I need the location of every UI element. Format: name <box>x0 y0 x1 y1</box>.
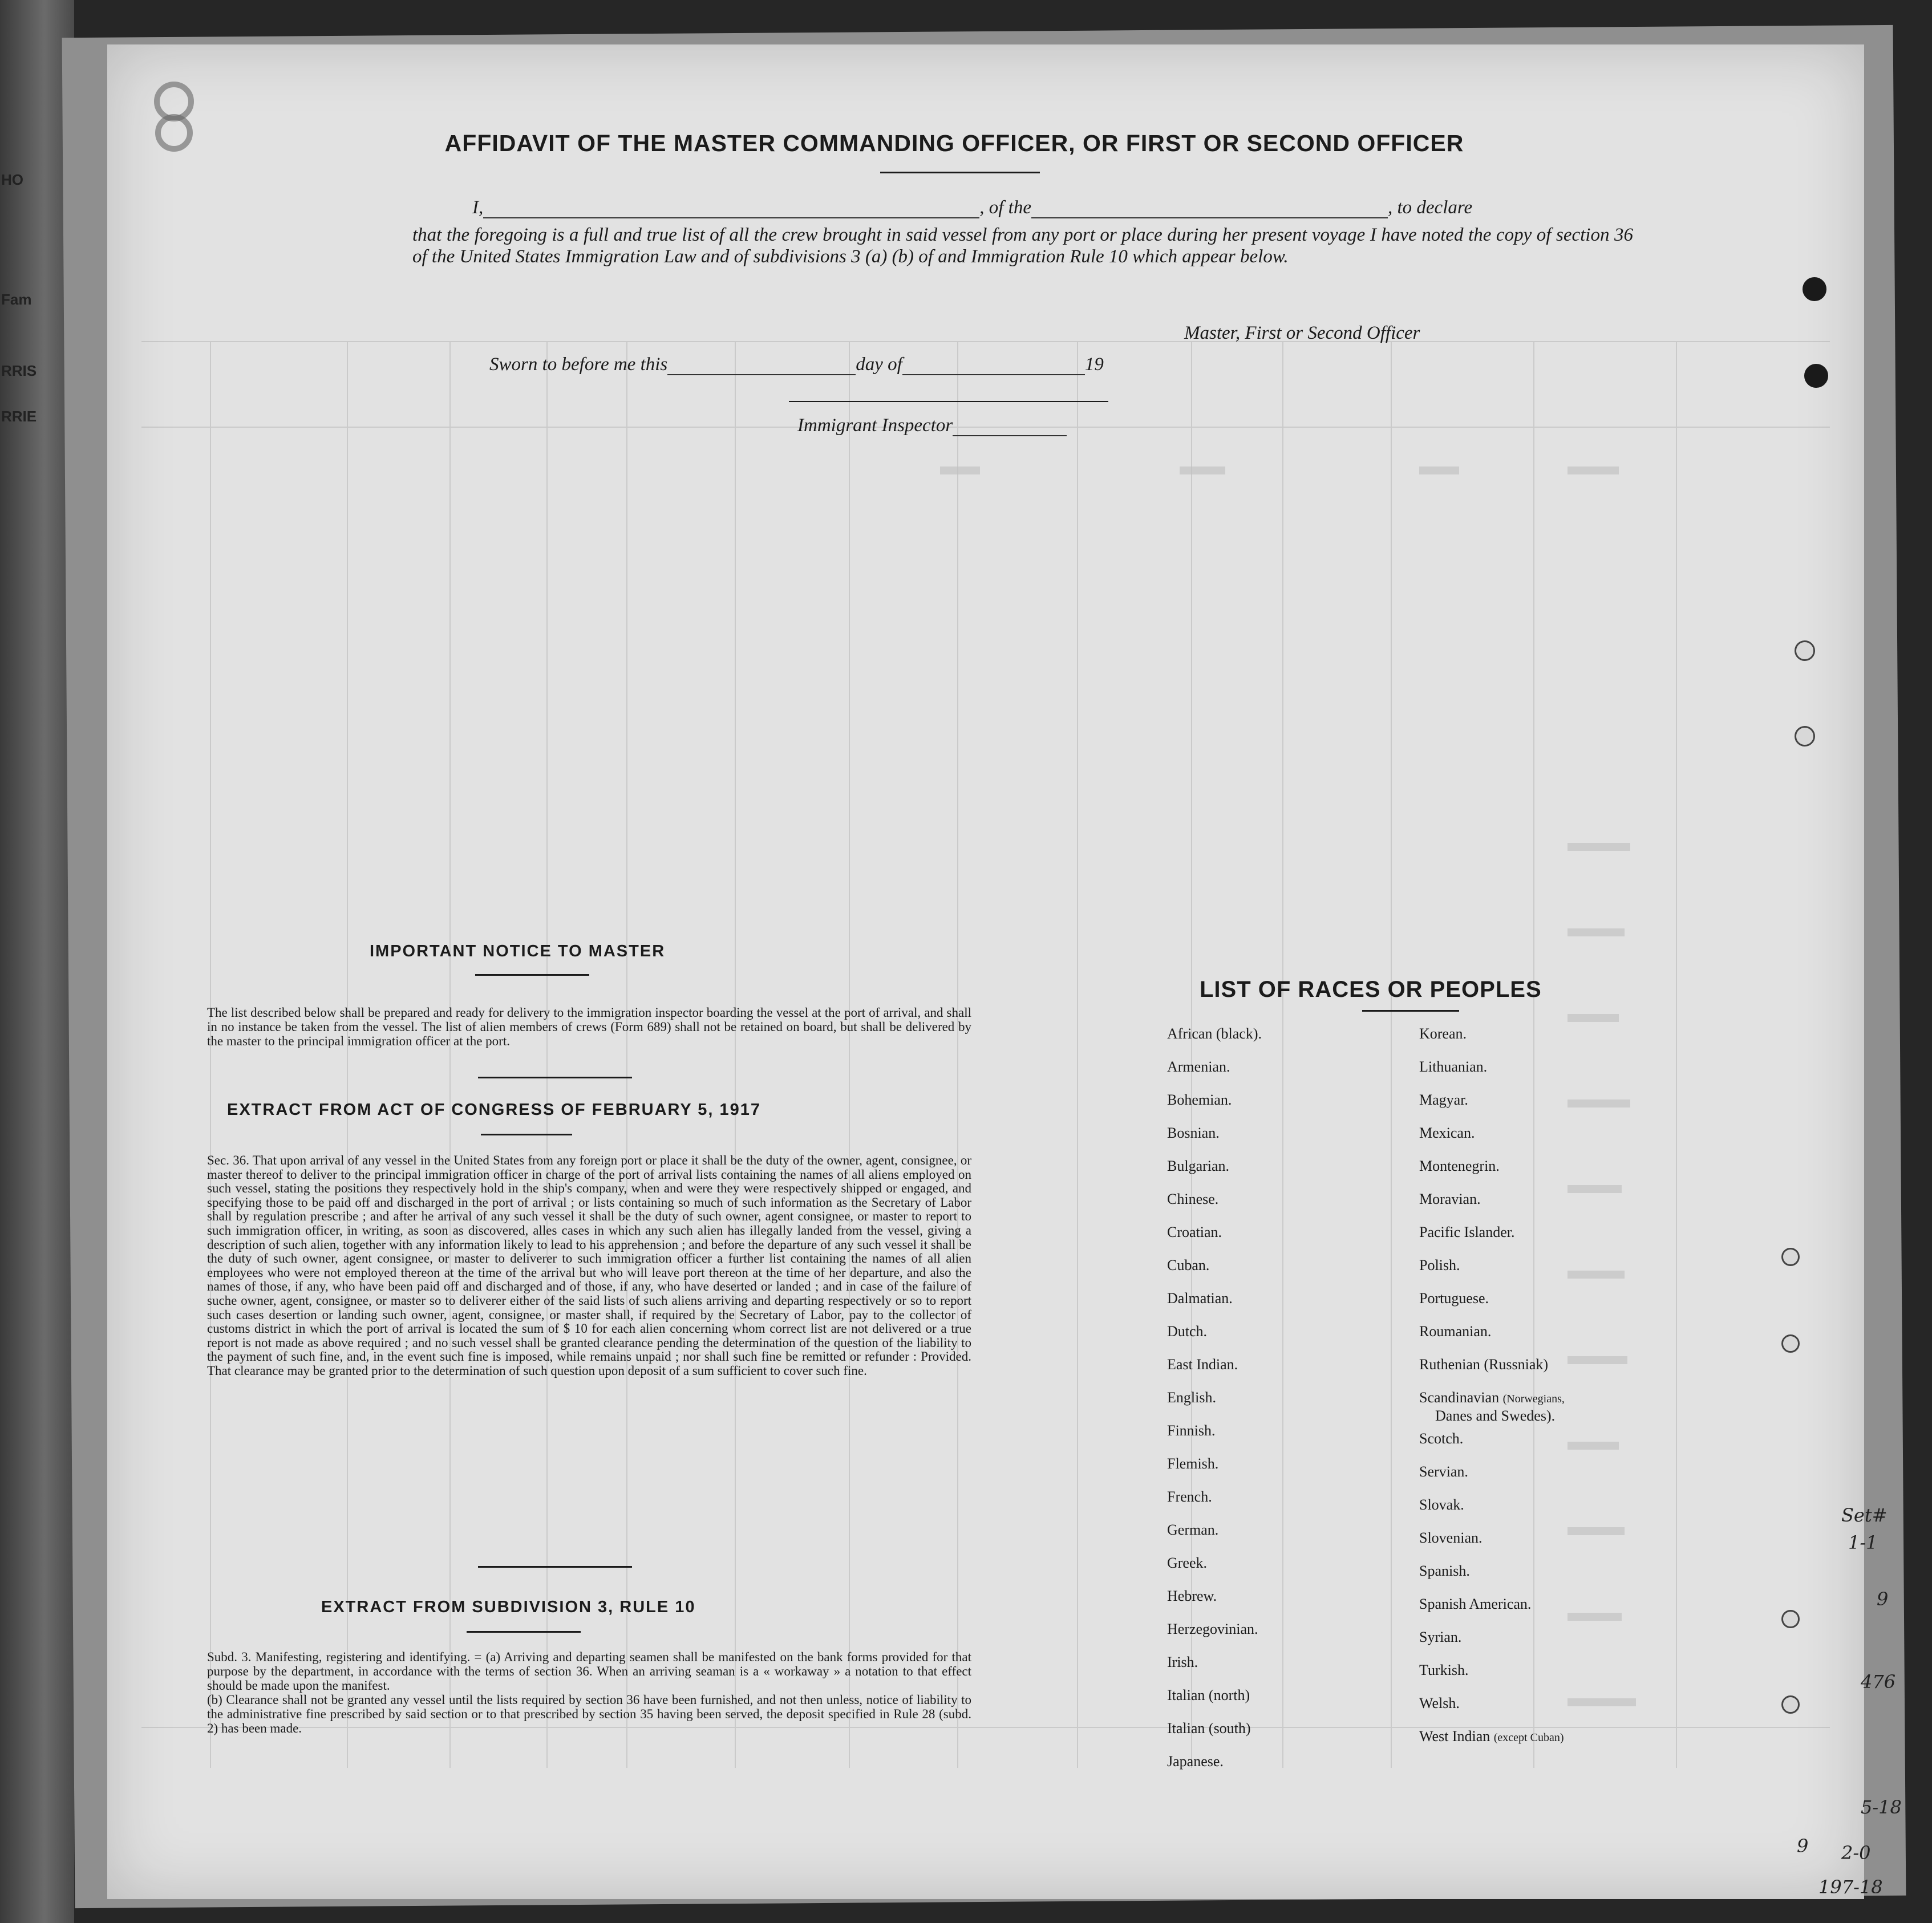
race-item: Mexican. <box>1419 1125 1475 1141</box>
race-item: Pacific Islander. <box>1419 1224 1515 1240</box>
sworn-day-blank <box>667 374 856 375</box>
of-the-label: , of the <box>979 197 1031 218</box>
month-blank <box>902 374 1085 375</box>
race-item: Portuguese. <box>1419 1290 1489 1307</box>
race-item: Chinese. <box>1167 1191 1219 1207</box>
race-item: Hebrew. <box>1167 1588 1217 1604</box>
race-item: Ruthenian (Russniak) <box>1419 1356 1549 1373</box>
notice-title: IMPORTANT NOTICE TO MASTER <box>370 942 666 960</box>
binder-hole <box>1804 364 1828 388</box>
act-end-rule <box>478 1566 632 1568</box>
race-item: Japanese. <box>1167 1753 1224 1770</box>
race-item: Slovak. <box>1419 1496 1464 1513</box>
races-rule <box>1362 1010 1459 1012</box>
races-list-left <box>1167 1025 1262 1786</box>
affidavit-declaration-line <box>472 197 1472 218</box>
binder-hole <box>1781 1248 1800 1266</box>
act-extract-title: EXTRACT FROM ACT OF CONGRESS OF FEBRUARY 5, 1917 <box>227 1101 762 1119</box>
margin-mark: Fam <box>1 291 32 308</box>
race-note: (except Cuban) <box>1493 1731 1564 1744</box>
race-item: Italian (north) <box>1167 1687 1250 1703</box>
race-name: Scandinavian <box>1419 1389 1500 1406</box>
race-note: (Norwegians, <box>1502 1393 1565 1405</box>
notice-rule <box>475 974 589 976</box>
title-rule <box>880 172 1040 173</box>
handwritten-note: 197-18 <box>1818 1876 1883 1898</box>
race-item-scandinavian <box>1419 1389 1565 1430</box>
race-item: Scotch. <box>1419 1430 1464 1447</box>
race-item: Greek. <box>1167 1555 1208 1571</box>
race-item: Syrian. <box>1419 1629 1462 1645</box>
races-title: LIST OF RACES OR PEOPLES <box>1200 977 1542 1002</box>
race-item: Montenegrin. <box>1419 1158 1500 1174</box>
name-blank <box>483 217 979 218</box>
race-item: Herzegovinian. <box>1167 1621 1258 1637</box>
race-item: Slovenian. <box>1419 1530 1483 1546</box>
act-rule <box>481 1134 572 1135</box>
races-list-right <box>1419 1025 1565 1761</box>
left-margin-strip <box>0 0 74 1923</box>
race-item: Flemish. <box>1167 1455 1219 1472</box>
affidavit-title: AFFIDAVIT OF THE MASTER COMMANDING OFFICER, OR FIRST OR SECOND OFFICER <box>444 130 1464 156</box>
notice-text: The list described below shall be prepared and ready for delivery to the immigration inspector boarding the vessel at the port of arrival, and shall in no instance be taken from the vessel. The list of alien members of crews (Form 689) shall not be retained on board, but shall be delivered by the master to the principal immigration officer at the port. <box>207 1005 971 1048</box>
handwritten-note: 9 <box>1797 1835 1809 1857</box>
sworn-label: Sworn to before me this <box>489 354 668 375</box>
race-item: East Indian. <box>1167 1356 1238 1373</box>
binder-hole <box>1795 640 1815 661</box>
rule-extract-text <box>207 1650 971 1735</box>
inspector-blank <box>953 435 1067 436</box>
rule-rule <box>467 1631 581 1633</box>
race-item: Turkish. <box>1419 1662 1469 1678</box>
race-item: Bulgarian. <box>1167 1158 1230 1174</box>
race-item: Polish. <box>1419 1257 1460 1273</box>
sworn-line <box>489 354 1104 375</box>
race-item: Croatian. <box>1167 1224 1222 1240</box>
binder-hole <box>1795 726 1815 747</box>
notice-end-rule <box>478 1077 632 1078</box>
year-label: 19 <box>1084 354 1104 375</box>
race-item: Finnish. <box>1167 1422 1216 1439</box>
handwritten-note: 9 <box>1877 1588 1889 1610</box>
i-label: I, <box>472 197 484 218</box>
rule-subdivision-b: (b) Clearance shall not be granted any vessel until the lists required by section 36 have been furnished, and not then unless, notice of liability to the administrative fine prescribed by said section or to that prescribed by section 35 having been served, the deposit specified in Rule 28 (subd. 2) has been made. <box>207 1693 971 1735</box>
race-item: Roumanian. <box>1419 1323 1492 1340</box>
race-item: Welsh. <box>1419 1695 1460 1711</box>
race-item: Servian. <box>1419 1463 1468 1480</box>
race-item: Bohemian. <box>1167 1092 1232 1108</box>
race-item: Cuban. <box>1167 1257 1210 1273</box>
inspector-label: Immigrant Inspector <box>797 415 953 436</box>
margin-mark: HO <box>1 171 23 188</box>
binder-hole <box>1781 1695 1800 1714</box>
document-page <box>107 44 1864 1899</box>
act-extract-text: Sec. 36. That upon arrival of any vessel in the United States from any foreign port or place it shall be the duty of the owner, agent, consignee, or master thereof to deliver to the principal immigration officer in charge of the port of arrival lists containing the names of all aliens employed on such vessel, stating the positions they respectively hold in the ship's company, when and were they were respectively shipped or engaged, and specifying those to be paid off and discharged in the port of arrival ; or lists containing so much of such information as the Secretary of Labor shall by regulation prescribe ; and after he arrival of any such vessel it shall be the duty of such owner, agent consignee, or master to report to such immigration officer, in writing, as soon as discovered, alles cases in which any such alien has illegally landed from the vessel, giving a description of such alien, together with any information likely to lead to his apprehension ; and before the departure of any such vessel it shall be the duty of such owner, agent consignee, or master to deliverer to such immigration officer a further list containing the names of all alien employees who were not employed thereon at the time of the arrival but who will leave port thereon at the time of her departure, and also the names of those, if any, who have been paid off and discharged and of those, if any, who have deserted or landed ; and in case of the failure of suche owner, agent, consignee, or master so to deliverer either of the said lists of such aliens arriving and departing respectively or so to report such cases desertion or landing such owner, agent, consignee, or master shall, if required by the Secretary of Labor, pay to the collector of customs district in which the port of arrival is located the sum of $ 10 for each alien concerning whom correct list are not delivered or a true report is not made as above required ; and no such vessel shall be granted clearance pending the determination of the question of the liability to the payment of such fine, and, in the event such fine is imposed, while remains unpaid ; nor shall such fine be remitted or refunder : Provided. That clearance may be granted prior to the determination of such question upon deposit of a sum sufficient to cover such fine. <box>207 1153 971 1378</box>
rule-subdivision-a: Subd. 3. Manifesting, registering and identifying. = (a) Arriving and departing seamen shall be manifested on the bank forms provided for that purpose by the department, in accordance with the terms of section 36. When an arriving seaman is a « workaway » a notation to that effect should be made upon the manifest. <box>207 1650 971 1693</box>
bleed-through <box>107 44 1864 1899</box>
race-item: French. <box>1167 1488 1212 1505</box>
binder-hole <box>1803 277 1826 301</box>
race-item: Magyar. <box>1419 1092 1468 1108</box>
race-item: Italian (south) <box>1167 1720 1251 1737</box>
margin-mark: RRIE <box>1 408 37 425</box>
handwritten-note: 1-1 <box>1848 1532 1878 1553</box>
rule-extract-title: EXTRACT FROM SUBDIVISION 3, RULE 10 <box>321 1598 696 1616</box>
race-item: Lithuanian. <box>1419 1058 1488 1075</box>
binder-hole <box>1781 1610 1800 1628</box>
handwritten-note: 2-0 <box>1841 1842 1871 1864</box>
sworn-underline <box>789 401 1108 402</box>
race-item: English. <box>1167 1389 1216 1406</box>
race-name: West Indian <box>1419 1728 1490 1745</box>
race-item: Moravian. <box>1419 1191 1481 1207</box>
handwritten-note: Set# <box>1841 1504 1888 1526</box>
binder-hole <box>1781 1334 1800 1353</box>
signature-label: Master, First or Second Officer <box>1184 323 1420 343</box>
margin-mark: RRIS <box>1 362 37 379</box>
race-item: Spanish American. <box>1419 1596 1532 1612</box>
vessel-blank <box>1031 217 1388 218</box>
to-declare-label: , to declare <box>1387 197 1473 218</box>
day-of-label: day of <box>856 354 902 375</box>
handwritten-note: 476 <box>1861 1671 1896 1693</box>
race-item: Bosnian. <box>1167 1125 1220 1141</box>
inspector-line <box>797 415 1067 436</box>
race-item: Spanish. <box>1419 1563 1470 1579</box>
race-item: Dutch. <box>1167 1323 1208 1340</box>
handwritten-note: 5-18 <box>1861 1796 1902 1818</box>
race-item: African (black). <box>1167 1025 1262 1042</box>
race-item: Dalmatian. <box>1167 1290 1233 1307</box>
race-item: Irish. <box>1167 1654 1198 1670</box>
race-note: Danes and Swedes). <box>1435 1407 1556 1424</box>
affidavit-text: that the foregoing is a full and true list of all the crew brought in said vessel from any port or place during her present voyage I have noted the copy of section 36 of the United States Immigration Law and of subdivisions 3 (a) (b) of and Immigration Rule 10 which appear below. <box>412 225 1633 267</box>
race-item-west-indian <box>1419 1728 1565 1761</box>
race-item: Korean. <box>1419 1025 1467 1042</box>
race-item: German. <box>1167 1522 1219 1538</box>
race-item: Armenian. <box>1167 1058 1230 1075</box>
